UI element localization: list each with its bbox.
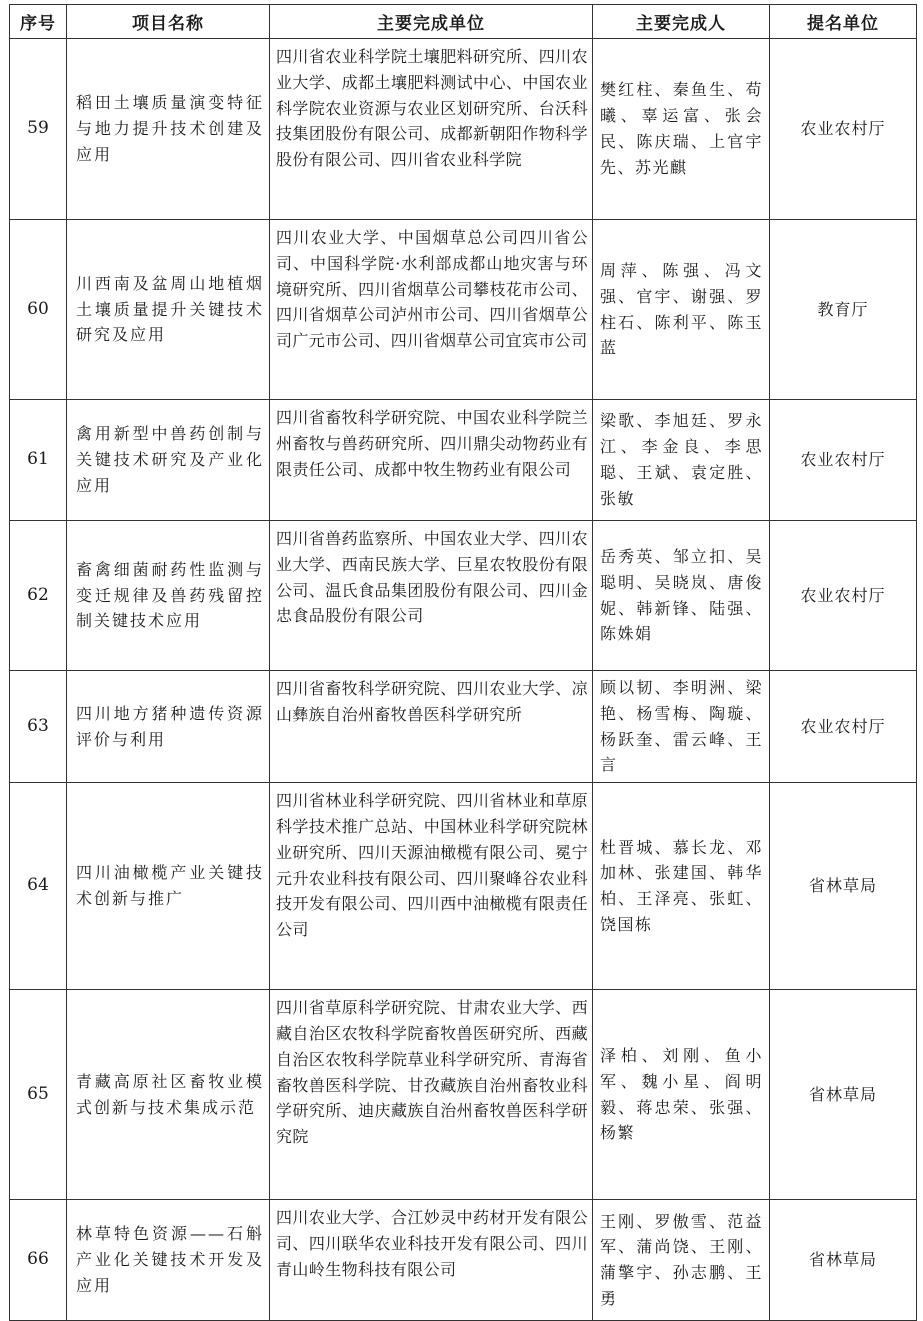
main-people: 顾以韧、李明洲、梁艳、杨雪梅、陶璇、杨跃奎、雷云峰、王言 <box>593 671 770 783</box>
document-page <box>9 4 916 1321</box>
main-units: 四川省畜牧科学研究院、中国农业科学院兰州畜牧与兽药研究所、四川鼎尖动物药业有限责任公司、成都中牧生物药业有限公司 <box>270 400 593 521</box>
row-num: 61 <box>10 400 67 521</box>
nominating-unit: 农业农村厅 <box>770 400 917 521</box>
project-name: 四川地方猪种遗传资源评价与利用 <box>67 671 270 783</box>
nominating-unit: 省林草局 <box>770 783 917 990</box>
main-units: 四川省农业科学院土壤肥料研究所、四川农业大学、成都土壤肥料测试中心、中国农业科学院农业资源与农业区划研究所、台沃科技集团股份有限公司、成都新朝阳作物科学股份有限公司、四川省农业科学院 <box>270 39 593 220</box>
awards-table <box>9 4 917 1321</box>
main-units: 四川农业大学、中国烟草总公司四川省公司、中国科学院·水利部成都山地灾害与环境研究所、四川省烟草公司攀枝花市公司、四川省烟草公司泸州市公司、四川省烟草公司广元市公司、四川省烟草公司宜宾市公司 <box>270 220 593 400</box>
project-name: 四川油橄榄产业关键技术创新与推广 <box>67 783 270 990</box>
main-people: 梁歌、李旭廷、罗永江、李金良、李思聪、王斌、袁定胜、张敏 <box>593 400 770 521</box>
main-units: 四川省畜牧科学研究院、四川农业大学、凉山彝族自治州畜牧兽医科学研究所 <box>270 671 593 783</box>
nominating-unit: 省林草局 <box>770 990 917 1200</box>
main-people: 泽柏、刘刚、鱼小军、魏小星、阎明毅、蒋忠荣、张强、杨繁 <box>593 990 770 1200</box>
main-people: 樊红柱、秦鱼生、苟曦、辜运富、张会民、陈庆瑞、上官宇先、苏光麒 <box>593 39 770 220</box>
header-nominating-unit: 提名单位 <box>770 5 917 39</box>
nominating-unit: 教育厅 <box>770 220 917 400</box>
main-people: 岳秀英、邹立扣、吴聪明、吴晓岚、唐俊妮、韩新锋、陆强、陈姝娟 <box>593 521 770 671</box>
header-main-people: 主要完成人 <box>593 5 770 39</box>
main-units: 四川省林业科学研究院、四川省林业和草原科学技术推广总站、中国林业科学研究院林业研究所、四川天源油橄榄有限公司、冕宁元升农业科技有限公司、四川聚峰谷农业科技开发有限公司、四川西中油橄榄有限责任公司 <box>270 783 593 990</box>
nominating-unit: 农业农村厅 <box>770 39 917 220</box>
nominating-unit: 省林草局 <box>770 1200 917 1321</box>
row-num: 64 <box>10 783 67 990</box>
main-units: 四川农业大学、合江妙灵中药材开发有限公司、四川联华农业科技开发有限公司、四川青山岭生物科技有限公司 <box>270 1200 593 1321</box>
project-name: 青藏高原社区畜牧业模式创新与技术集成示范 <box>67 990 270 1200</box>
main-people: 王刚、罗傲雪、范益军、蒲尚饶、王刚、蒲擎宇、孙志鹏、王勇 <box>593 1200 770 1321</box>
row-num: 66 <box>10 1200 67 1321</box>
header-main-units: 主要完成单位 <box>270 5 593 39</box>
project-name: 林草特色资源——石斛产业化关键技术开发及应用 <box>67 1200 270 1321</box>
main-people: 杜晋城、慕长龙、邓加林、张建国、韩华柏、王泽亮、张虹、饶国栋 <box>593 783 770 990</box>
nominating-unit: 农业农村厅 <box>770 521 917 671</box>
main-people: 周萍、陈强、冯文强、官宇、谢强、罗柱石、陈利平、陈玉蓝 <box>593 220 770 400</box>
header-num: 序号 <box>10 5 67 39</box>
project-name: 稻田土壤质量演变特征与地力提升技术创建及应用 <box>67 39 270 220</box>
main-units: 四川省兽药监察所、中国农业大学、四川农业大学、西南民族大学、巨星农牧股份有限公司、温氏食品集团股份有限公司、四川金忠食品股份有限公司 <box>270 521 593 671</box>
table-row <box>10 220 917 400</box>
project-name: 禽用新型中兽药创制与关键技术研究及产业化应用 <box>67 400 270 521</box>
table-row <box>10 990 917 1200</box>
row-num: 62 <box>10 521 67 671</box>
table-header-row <box>10 5 917 39</box>
project-name: 畜禽细菌耐药性监测与变迁规律及兽药残留控制关键技术应用 <box>67 521 270 671</box>
table-row <box>10 400 917 521</box>
nominating-unit: 农业农村厅 <box>770 671 917 783</box>
main-units: 四川省草原科学研究院、甘肃农业大学、西藏自治区农牧科学院畜牧兽医研究所、西藏自治区农牧科学院草业科学研究所、青海省畜牧兽医科学院、甘孜藏族自治州畜牧业科学研究所、迪庆藏族自治州畜牧兽医科学研究院 <box>270 990 593 1200</box>
row-num: 63 <box>10 671 67 783</box>
table-row <box>10 39 917 220</box>
table-row <box>10 671 917 783</box>
header-project-name: 项目名称 <box>67 5 270 39</box>
table-row <box>10 521 917 671</box>
row-num: 59 <box>10 39 67 220</box>
project-name: 川西南及盆周山地植烟土壤质量提升关键技术研究及应用 <box>67 220 270 400</box>
row-num: 65 <box>10 990 67 1200</box>
table-row <box>10 783 917 990</box>
row-num: 60 <box>10 220 67 400</box>
table-row <box>10 1200 917 1321</box>
